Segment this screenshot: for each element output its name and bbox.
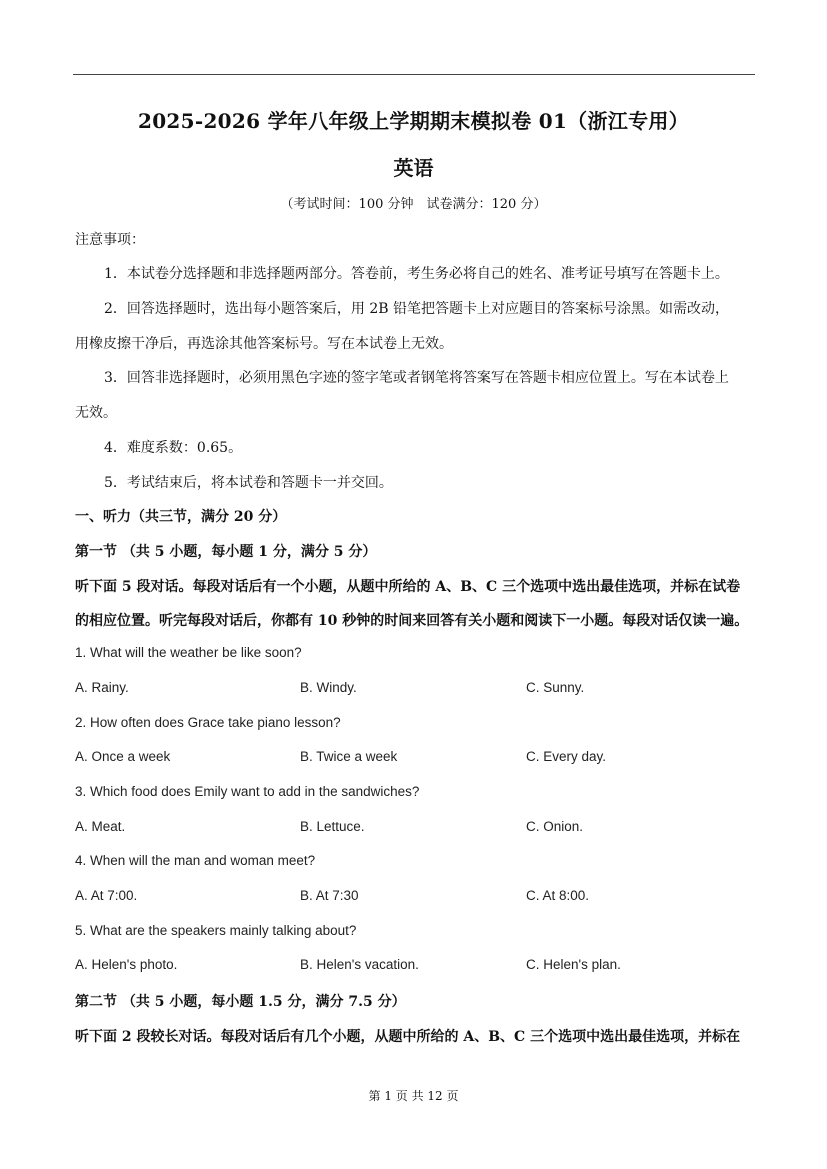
exam-info: （考试时间：100 分钟 试卷满分：120 分） [280, 197, 547, 212]
notice-item-4: 4．难度系数：0.65。 [104, 440, 243, 456]
question-2-option-a: A. Once a week [75, 749, 171, 764]
notice-heading: 注意事项： [75, 232, 145, 248]
exam-title: 2025-2026 学年八年级上学期期末模拟卷 01（浙江专用） [138, 109, 689, 133]
notice-item-3-cont: 无效。 [75, 405, 117, 421]
question-1-option-b: B. Windy. [300, 680, 357, 695]
question-4: 4. When will the man and woman meet? [75, 853, 316, 868]
question-4-option-a: A. At 7:00. [75, 888, 138, 903]
section2-heading: 第二节 （共 5 小题，每小题 1.5 分，满分 7.5 分） [75, 994, 406, 1010]
question-1: 1. What will the weather be like soon? [75, 645, 302, 660]
header-rule [73, 74, 755, 75]
question-4-option-b: B. At 7:30 [300, 888, 359, 903]
question-2-option-b: B. Twice a week [300, 749, 398, 764]
notice-item-2-cont: 用橡皮擦干净后，再选涂其他答案标号。写在本试卷上无效。 [75, 336, 453, 352]
question-5-option-a: A. Helen's photo. [75, 957, 178, 972]
question-3-option-b: B. Lettuce. [300, 819, 365, 834]
question-2: 2. How often does Grace take piano lesson? [75, 715, 341, 730]
notice-item-5: 5．考试结束后，将本试卷和答题卡一并交回。 [104, 475, 393, 491]
part1-heading: 一、听力（共三节，满分 20 分） [75, 509, 287, 525]
question-1-option-c: C. Sunny. [526, 680, 585, 695]
notice-item-3: 3．回答非选择题时，必须用黑色字迹的签字笔或者钢笔将答案写在答题卡相应位置上。写在本试卷上 [104, 370, 729, 386]
question-3: 3. Which food does Emily want to add in the sandwiches? [75, 784, 420, 799]
question-5-option-c: C. Helen's plan. [526, 957, 621, 972]
question-5: 5. What are the speakers mainly talking about? [75, 923, 357, 938]
question-3-option-a: A. Meat. [75, 819, 126, 834]
subject-title: 英语 [393, 156, 434, 180]
notice-item-2: 2．回答选择题时，选出每小题答案后，用 2B 铅笔把答题卡上对应题目的答案标号涂黑。如需改动， [104, 301, 730, 317]
question-2-option-c: C. Every day. [526, 749, 607, 764]
section1-heading: 第一节 （共 5 小题，每小题 1 分，满分 5 分） [75, 544, 377, 560]
question-1-option-a: A. Rainy. [75, 680, 129, 695]
notice-item-1: 1．本试卷分选择题和非选择题两部分。答卷前，考生务必将自己的姓名、准考证号填写在答题卡上。 [104, 266, 729, 282]
page-footer: 第 1 页 共 12 页 [368, 1089, 459, 1103]
section1-instructions-cont: 的相应位置。听完每段对话后，你都有 10 秒钟的时间来回答有关小题和阅读下一小题。每段对话仅读一遍。 [75, 613, 749, 629]
question-3-option-c: C. Onion. [526, 819, 584, 834]
question-4-option-c: C. At 8:00. [526, 888, 590, 903]
section2-instructions: 听下面 2 段较长对话。每段对话后有几个小题，从题中所给的 A、B、C 三个选项中选出最佳选项，并标在 [75, 1029, 741, 1045]
question-5-option-b: B. Helen's vacation. [300, 957, 419, 972]
section1-instructions: 听下面 5 段对话。每段对话后有一个小题，从题中所给的 A、B、C 三个选项中选出最佳选项，并标在试卷 [75, 579, 741, 595]
